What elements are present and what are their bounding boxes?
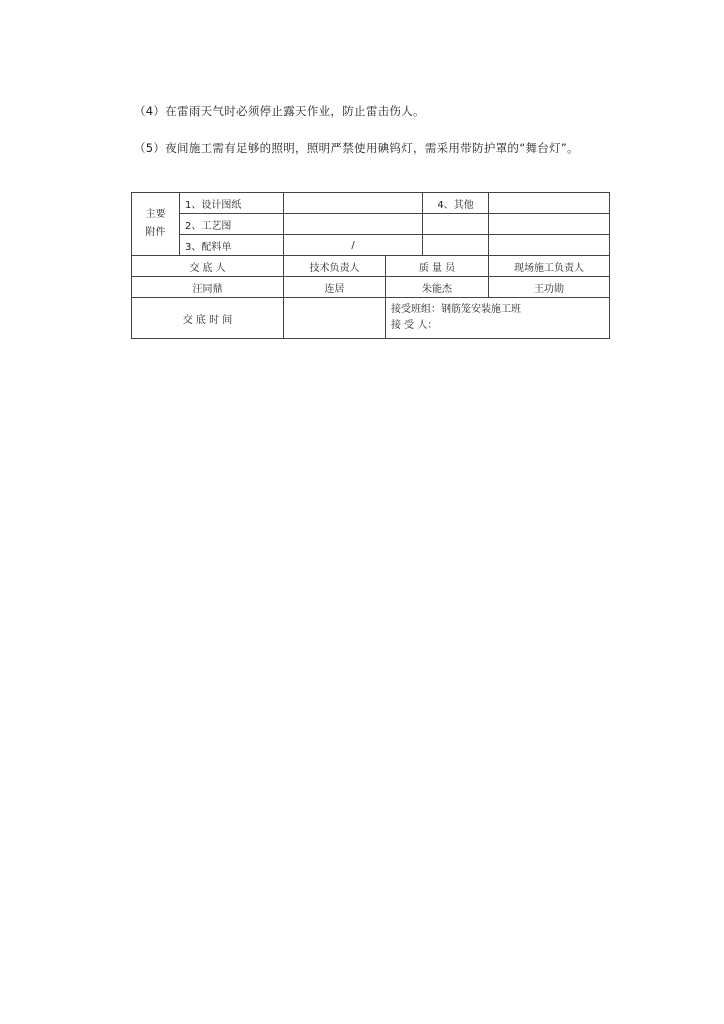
table-row (132, 277, 610, 298)
receiver-cell (386, 298, 610, 339)
attachments-label-line2: 附件 (145, 227, 166, 238)
table-row (132, 235, 610, 256)
header-tech-lead: 技术负责人 (284, 256, 386, 277)
empty-cell (489, 214, 610, 235)
attachment-item-4-value (489, 193, 610, 214)
attachment-item-3: 3、配料单 (180, 235, 284, 256)
handover-time-value (284, 298, 386, 339)
attachment-item-2: 2、工艺图 (180, 214, 284, 235)
table-row (132, 193, 610, 214)
attachment-item-2-value (284, 214, 423, 235)
receiver: 接 受 人： (391, 320, 438, 331)
empty-cell (423, 235, 489, 256)
empty-cell (489, 235, 610, 256)
attachment-item-4: 4、其他 (423, 193, 489, 214)
header-handover-person: 交 底 人 (132, 256, 284, 277)
name-tech-lead: 连居 (284, 277, 386, 298)
table-row (132, 256, 610, 277)
name-site-lead: 王功勋 (489, 277, 610, 298)
receiving-team: 接受班组：钢筋笼安装施工班 (391, 304, 521, 315)
name-handover-person: 汪同鼎 (132, 277, 284, 298)
table-row (132, 214, 610, 235)
table-row (132, 298, 610, 339)
paragraph-item-4: （4）在雷雨天气时必须停止露天作业，防止雷击伤人。 (134, 104, 425, 118)
header-site-lead: 现场施工负责人 (489, 256, 610, 277)
attachments-label-cell (132, 193, 180, 256)
attachments-label-line1: 主要 (145, 209, 166, 220)
attachment-item-1-value (284, 193, 423, 214)
paragraph-item-5: （5）夜间施工需有足够的照明，照明严禁使用碘钨灯，需采用带防护罩的“舞台灯”。 (134, 141, 579, 155)
attachment-item-1: 1、设计图纸 (180, 193, 284, 214)
empty-cell (423, 214, 489, 235)
handover-time-label: 交 底 时 间 (132, 298, 284, 339)
handover-table (131, 192, 610, 339)
header-quality: 质 量 员 (386, 256, 489, 277)
attachment-item-3-value: / (284, 235, 423, 256)
name-quality: 朱能杰 (386, 277, 489, 298)
